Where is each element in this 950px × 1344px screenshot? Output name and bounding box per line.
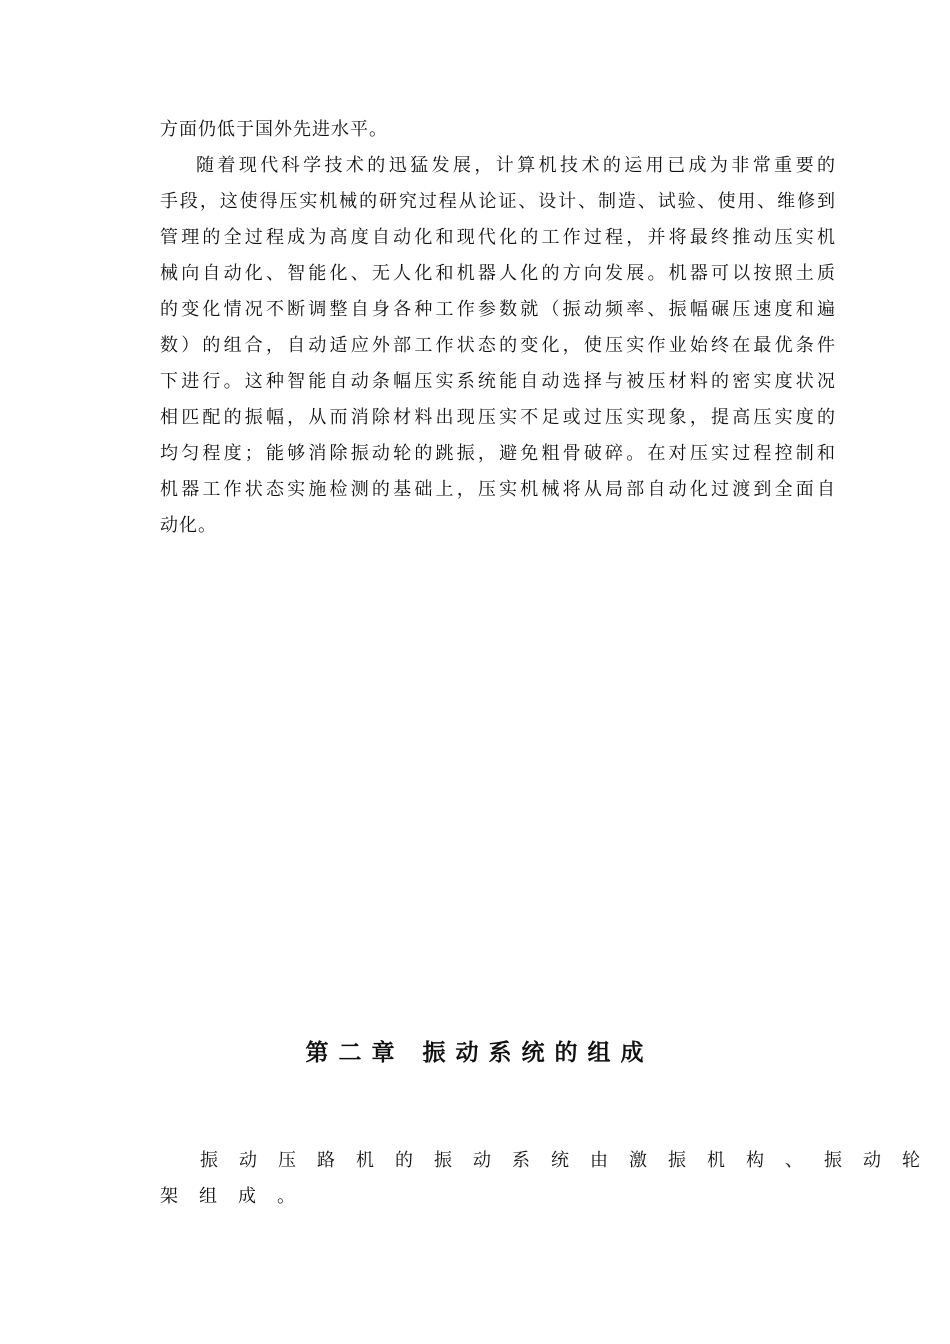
- text-line: 随着现代科学技术的迅猛发展，计算机技术的运用已成为非常重要的: [196, 155, 836, 176]
- text-line: 机器工作状态实施检测的基础上，压实机械将从局部自动化过渡到全面自: [160, 479, 836, 500]
- chapter-title: 第 二 章 振 动 系 统 的 组 成: [305, 1040, 645, 1066]
- text-line: 相匹配的振幅，从而消除材料出现压实不足或过压实现象，提高压实度的: [160, 407, 836, 428]
- text-line: 均匀程度；能够消除振动轮的跳振，避免粗骨破碎。在对压实过程控制和: [160, 443, 836, 464]
- text-line: 械向自动化、智能化、无人化和机器人化的方向发展。机器可以按照土质: [160, 263, 836, 284]
- text-line: 方面仍低于国外先进水平。: [160, 119, 388, 140]
- text-line: 的变化情况不断调整自身各种工作参数就（振动频率、振幅碾压速度和遍: [160, 299, 836, 320]
- text-line: 管理的全过程成为高度自动化和现代化的工作过程，并将最终推动压实机: [160, 227, 836, 248]
- text-line: 下进行。这种智能自动条幅压实系统能自动选择与被压材料的密实度状况: [160, 371, 836, 392]
- text-line: 动化。: [160, 515, 217, 536]
- text-line: 振动压路机的振动系统由激振机构、振动轮: [200, 1150, 941, 1171]
- text-line: 数）的组合，自动适应外部工作状态的变化，使压实作业始终在最优条件: [160, 335, 836, 356]
- text-line: 架组成。: [160, 1186, 316, 1207]
- text-line: 手段，这使得压实机械的研究过程从论证、设计、制造、试验、使用、维修到: [160, 191, 836, 212]
